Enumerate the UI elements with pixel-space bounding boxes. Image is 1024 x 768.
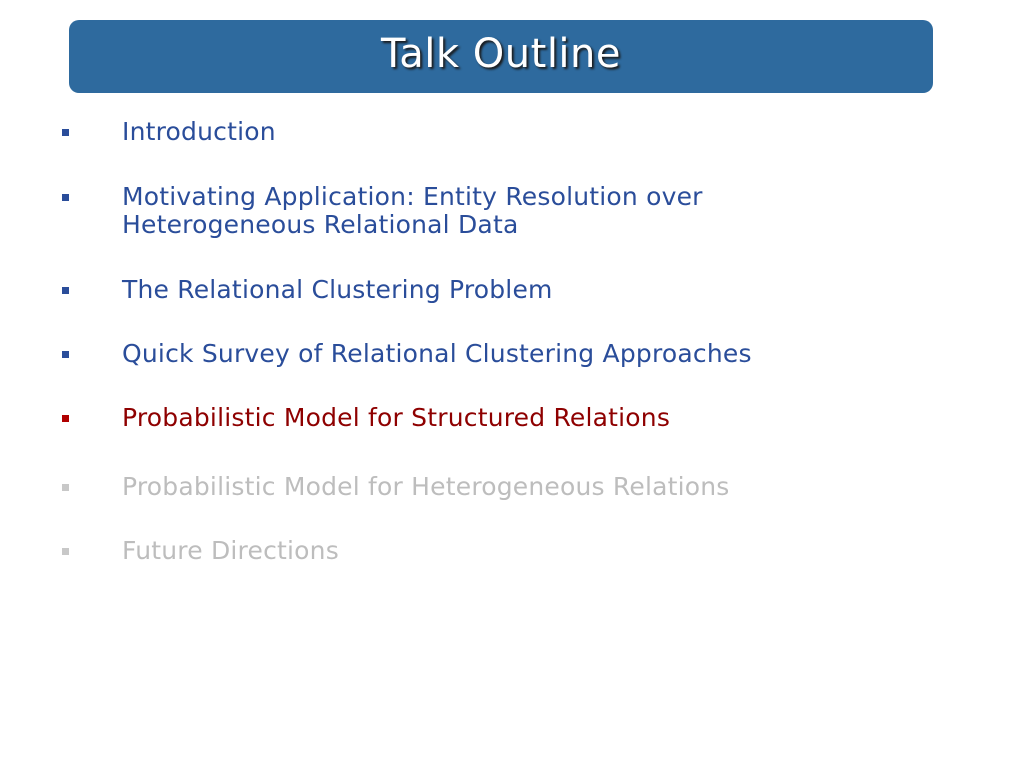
slide-title: Talk Outline (380, 30, 622, 77)
square-bullet-icon (62, 287, 69, 294)
outline-item-heterogeneous-relations (62, 473, 962, 501)
outline-item-relational-clustering-problem (62, 276, 962, 304)
outline-item-introduction (62, 118, 962, 146)
outline-item-structured-relations (62, 404, 962, 432)
outline-item-label: Introduction (122, 117, 276, 146)
outline-item-label: Probabilistic Model for Structured Relations (122, 403, 671, 432)
square-bullet-icon (62, 129, 69, 136)
outline-item-label: Probabilistic Model for Heterogeneous Relations (122, 472, 730, 501)
square-bullet-icon (62, 415, 69, 422)
outline-item-label: Future Directions (122, 536, 339, 565)
outline-item-quick-survey (62, 340, 962, 368)
square-bullet-icon (62, 484, 69, 491)
square-bullet-icon (62, 351, 69, 358)
outline-item-label: Motivating Application: Entity Resolution over Heterogeneous Relational Data (122, 182, 703, 239)
square-bullet-icon (62, 194, 69, 201)
outline-item-label: Quick Survey of Relational Clustering Approaches (122, 339, 752, 368)
square-bullet-icon (62, 548, 69, 555)
outline-item-label: The Relational Clustering Problem (122, 275, 553, 304)
outline-item-motivating-application (62, 183, 962, 239)
outline-item-future-directions (62, 537, 962, 565)
